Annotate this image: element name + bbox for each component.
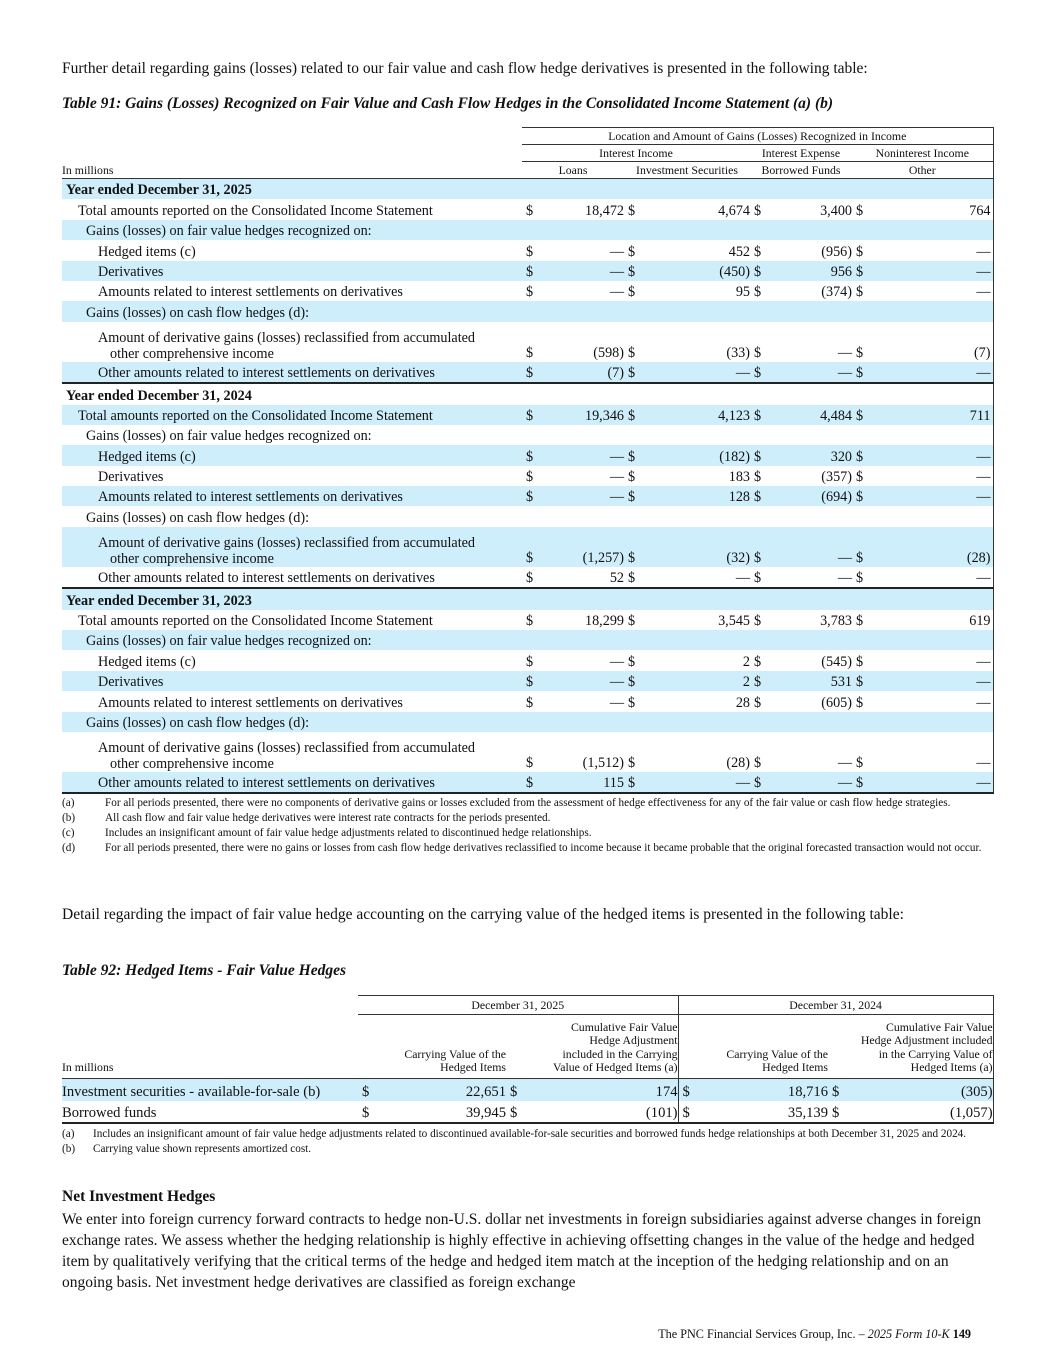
cell-value: — — [644, 772, 750, 793]
header-cumulative-adj-2025: Cumulative Fair Value Hedge Adjustment included in the Carrying Value of Hedged Items (a) — [506, 1015, 678, 1079]
currency-symbol — [624, 301, 644, 321]
cell-value: 711 — [872, 405, 993, 425]
currency-symbol — [750, 220, 770, 240]
cell-value: — — [872, 240, 993, 260]
currency-symbol: $ — [526, 284, 534, 301]
currency-symbol: $ — [624, 362, 644, 383]
row-label: Derivatives — [62, 261, 522, 281]
table-row — [62, 691, 993, 711]
table-row — [62, 362, 993, 383]
footnote-b: (b) All cash flow and fair value hedge derivatives were interest rate contracts for the periods presented. — [62, 812, 551, 824]
currency-symbol: $ — [628, 469, 636, 486]
cell-value — [644, 712, 750, 732]
currency-symbol — [522, 712, 542, 732]
currency-symbol: $ — [750, 405, 770, 425]
table-row — [62, 445, 993, 465]
currency-symbol: $ — [628, 694, 636, 711]
cell-value — [542, 425, 624, 445]
cell-value: (450) — [644, 261, 750, 281]
currency-symbol: $ — [754, 694, 762, 711]
table-row — [62, 567, 993, 588]
row-label: Amounts related to interest settlements on derivatives — [62, 486, 522, 506]
currency-symbol: $ — [750, 261, 770, 281]
cell-value: 3,545 — [718, 613, 750, 630]
cell-value: — — [872, 567, 993, 588]
cell-value: 18,472 — [584, 202, 624, 219]
cell-value — [542, 506, 624, 526]
currency-symbol: $ — [522, 772, 542, 793]
section-year-label: Year ended December 31, 2024 — [62, 383, 872, 404]
currency-symbol: $ — [526, 202, 534, 219]
table-row — [62, 199, 993, 219]
currency-symbol — [852, 630, 872, 650]
currency-symbol: $ — [754, 202, 762, 219]
row-label: Gains (losses) on fair value hedges recognized on: — [62, 630, 522, 650]
cell-value: — — [872, 281, 993, 301]
currency-symbol: $ — [526, 754, 534, 771]
cell-value: 95 — [735, 284, 750, 301]
currency-symbol: $ — [522, 362, 542, 383]
table-subheader-row — [62, 220, 993, 240]
cell-value: — — [542, 445, 624, 465]
table-row — [62, 486, 993, 506]
cell-value: 52 — [609, 570, 624, 587]
cell-value: — — [735, 570, 750, 587]
currency-symbol: $ — [522, 486, 542, 506]
cell-value: — — [542, 261, 624, 281]
currency-symbol — [852, 301, 872, 321]
header-period-2025: December 31, 2025 — [358, 996, 678, 1015]
table-row — [62, 261, 993, 281]
currency-symbol: $ — [624, 405, 644, 425]
table-92-title: Table 92: Hedged Items - Fair Value Hedges — [62, 962, 347, 979]
currency-symbol: $ — [856, 613, 864, 630]
currency-symbol — [522, 220, 542, 240]
currency-symbol: $ — [754, 570, 762, 587]
currency-symbol: $ — [754, 284, 762, 301]
row-label: Amount of derivative gains (losses) reclassified from accumulated other comprehensive income — [98, 329, 476, 362]
currency-symbol: $ — [856, 570, 864, 587]
currency-symbol — [750, 630, 770, 650]
cell-value — [770, 506, 852, 526]
cell-value — [542, 220, 624, 240]
currency-symbol — [750, 301, 770, 321]
header-in-millions: In millions — [62, 162, 522, 179]
section-year-header — [62, 383, 993, 404]
cell-value — [770, 630, 852, 650]
cell-value: — — [542, 671, 624, 691]
row-label: Amounts related to interest settlements on derivatives — [98, 284, 403, 301]
currency-symbol: $ — [624, 772, 644, 793]
cell-value: — — [644, 362, 750, 383]
row-label: Total amounts reported on the Consolidated Income Statement — [78, 613, 433, 630]
cell-value: — — [609, 284, 624, 301]
currency-symbol — [522, 506, 542, 526]
footnote-b: (b) Carrying value shown represents amortized cost. — [62, 1143, 312, 1155]
cell-value: 2 — [644, 671, 750, 691]
row-label: Other amounts related to interest settlements on derivatives — [62, 772, 522, 793]
table-row — [62, 281, 993, 301]
cell-value: (33) — [726, 344, 750, 361]
row-label: Derivatives — [62, 671, 522, 691]
cell-value: — — [770, 362, 852, 383]
intro-paragraph: Further detail regarding gains (losses) related to our fair value and cash flow hedge derivatives is presented in the following table: — [62, 60, 868, 77]
table-row — [62, 466, 993, 486]
header-other: Other — [852, 162, 993, 179]
table-subheader-row — [62, 712, 993, 732]
detail-paragraph: Detail regarding the impact of fair value hedge accounting on the carrying value of the hedged items is presented in the following table: — [62, 906, 904, 923]
net-investment-hedges-paragraph: We enter into foreign currency forward contracts to hedge non-U.S. dollar net investments in foreign subsidiaries against adverse changes in foreign exchange rates. We assess whether the hedging relationship is highly effective in achieving offsetting changes in the value of the hedge and hedged item by qualitatively verifying that the critical terms of the hedge and hedged item match at the inception of the hedging relationship and on an ongoing basis. Net investment hedge derivatives are classified as foreign exchange — [62, 1211, 981, 1291]
cell-value: (7) — [872, 322, 993, 362]
cell-value — [542, 630, 624, 650]
currency-symbol: $ — [852, 527, 872, 567]
table-row — [62, 610, 993, 630]
cell-value — [644, 220, 750, 240]
cell-value: (182) — [644, 445, 750, 465]
cell-value: 956 — [770, 261, 852, 281]
table-subheader-row — [62, 506, 993, 526]
header-in-millions: In millions — [62, 1015, 358, 1079]
currency-symbol — [852, 712, 872, 732]
currency-symbol: $ — [852, 362, 872, 383]
header-period-2024: December 31, 2024 — [678, 996, 993, 1015]
header-interest-expense: Interest Expense — [750, 145, 852, 162]
currency-symbol — [624, 712, 644, 732]
currency-symbol: $ — [624, 486, 644, 506]
currency-symbol: $ — [856, 243, 864, 260]
currency-symbol: $ — [856, 694, 864, 711]
cell-value: — — [770, 772, 852, 793]
cell-value: — — [872, 362, 993, 383]
row-label: Other amounts related to interest settlements on derivatives — [62, 362, 522, 383]
currency-symbol: $ — [628, 284, 636, 301]
cell-value: 4,674 — [718, 202, 750, 219]
row-label: Amounts related to interest settlements on derivatives — [98, 694, 403, 711]
row-label: Amount of derivative gains (losses) reclassified from accumulated other comprehensive income — [98, 739, 476, 772]
header-carrying-value-2024: Carrying Value of the Hedged Items — [678, 1015, 828, 1079]
cell-value: (32) — [644, 527, 750, 567]
cell-value: 531 — [770, 671, 852, 691]
currency-symbol: $ — [526, 613, 534, 630]
footnote-d: (d) For all periods presented, there were no gains or losses from cash flow hedge derivatives reclassified to income because it became probable that the original forecasted transaction would not occur. — [62, 842, 982, 854]
row-label: Gains (losses) on fair value hedges recognized on: — [86, 428, 372, 445]
cell-value — [644, 506, 750, 526]
table-subheader-row — [62, 301, 993, 321]
cell-value: 128 — [644, 486, 750, 506]
header-borrowed-funds: Borrowed Funds — [750, 162, 852, 179]
table-row — [62, 650, 993, 670]
currency-symbol: $ — [856, 202, 864, 219]
footnote-a: (a) Includes an insignificant amount of fair value hedge adjustments related to discontinued available-for-sale securities and borrowed funds hedge relationships at both December 31, 2025 and 2024. — [62, 1128, 967, 1140]
cell-value: — — [872, 445, 993, 465]
page-number: 149 — [952, 1327, 971, 1341]
cell-value — [770, 425, 852, 445]
row-label: Other amounts related to interest settlements on derivatives — [98, 570, 435, 587]
row-label: Derivatives — [98, 469, 164, 486]
cell-value — [872, 220, 993, 240]
footer-form: 2025 Form 10-K — [867, 1327, 950, 1341]
currency-symbol — [624, 506, 644, 526]
table-row — [62, 405, 993, 425]
currency-symbol: $ — [754, 469, 762, 486]
currency-symbol: $ — [856, 344, 864, 361]
currency-symbol: $ — [852, 772, 872, 793]
currency-symbol — [624, 630, 644, 650]
table-subheader-row — [62, 630, 993, 650]
currency-symbol: $ — [856, 284, 864, 301]
row-label: Gains (losses) on cash flow hedges (d): — [62, 712, 522, 732]
cell-value: — — [872, 671, 993, 691]
cell-value: — — [609, 469, 624, 486]
header-interest-income: Interest Income — [522, 145, 750, 162]
header-location-amount: Location and Amount of Gains (Losses) Recognized in Income — [522, 128, 993, 145]
currency-symbol: $ — [624, 671, 644, 691]
cell-value: — — [837, 344, 852, 361]
row-label: Gains (losses) on cash flow hedges (d): — [62, 301, 522, 321]
header-investment-securities: Investment Securities — [624, 162, 750, 179]
table-row — [62, 240, 993, 260]
currency-symbol — [624, 220, 644, 240]
cell-value: 4,123 — [644, 405, 750, 425]
table-row — [62, 527, 993, 567]
currency-symbol: $ — [750, 445, 770, 465]
header-noninterest-income: Noninterest Income — [852, 145, 993, 162]
currency-symbol: $ — [628, 570, 636, 587]
row-label: Borrowed funds — [62, 1101, 358, 1124]
section-year-header — [62, 179, 993, 200]
row-label: Hedged items (c) — [98, 653, 196, 670]
cell-value: 3,400 — [820, 202, 852, 219]
cell-value — [872, 425, 993, 445]
currency-symbol — [852, 220, 872, 240]
cell-value — [644, 301, 750, 321]
cell-value: (1,512) — [582, 754, 624, 771]
currency-symbol: $ — [750, 486, 770, 506]
header-row-periods — [62, 996, 993, 1015]
table-row — [62, 671, 993, 691]
cell-value: (545) — [821, 653, 852, 670]
header-row-columns — [62, 162, 993, 179]
currency-symbol — [624, 425, 644, 445]
cell-value: 764 — [872, 199, 993, 219]
currency-symbol — [852, 506, 872, 526]
cell-value: 2 — [742, 653, 750, 670]
currency-symbol: $ — [628, 754, 636, 771]
currency-symbol: $ — [624, 261, 644, 281]
currency-symbol: $ — [624, 445, 644, 465]
currency-symbol: $ — [754, 243, 762, 260]
currency-symbol: $ — [624, 527, 644, 567]
table-92-footnotes — [62, 1127, 993, 1157]
currency-symbol: $ — [522, 671, 542, 691]
cell-value: 183 — [728, 469, 750, 486]
page-footer — [658, 1327, 971, 1342]
row-label: Total amounts reported on the Consolidated Income Statement — [62, 405, 522, 425]
cell-value — [644, 630, 750, 650]
currency-symbol: $ — [750, 527, 770, 567]
currency-symbol: $ — [852, 405, 872, 425]
cell-value — [542, 712, 624, 732]
currency-symbol: $ — [852, 486, 872, 506]
table-row — [62, 732, 993, 772]
currency-symbol: $ — [754, 344, 762, 361]
currency-symbol: $ — [856, 653, 864, 670]
currency-symbol: $ — [522, 527, 542, 567]
currency-symbol — [750, 425, 770, 445]
currency-symbol — [750, 712, 770, 732]
currency-symbol: $ — [628, 202, 636, 219]
currency-symbol: $ — [754, 653, 762, 670]
row-label: Hedged items (c) — [98, 243, 196, 260]
cell-value: (28) — [726, 754, 750, 771]
currency-symbol: $ — [852, 261, 872, 281]
cell-value: — — [872, 772, 993, 793]
cell-value: — — [770, 527, 852, 567]
cell-value: (357) — [821, 469, 852, 486]
currency-symbol: $ — [526, 469, 534, 486]
cell-value: — — [872, 732, 993, 772]
table-row: Borrowed funds $ 39,945 $ (101) $ 35,139 $ (1,057) — [62, 1101, 993, 1124]
cell-value: — — [609, 694, 624, 711]
cell-value — [644, 425, 750, 445]
section-year-label: Year ended December 31, 2023 — [62, 588, 872, 609]
header-row-span — [62, 128, 993, 145]
currency-symbol: $ — [754, 754, 762, 771]
footnote-a: (a) For all periods presented, there were no components of derivative gains or losses excluded from the assessment of hedge effectiveness for any of the fair value or cash flow hedge strategies. — [62, 797, 951, 809]
row-label: Amount of derivative gains (losses) reclassified from accumulated other comprehensive income — [62, 527, 522, 567]
header-row-groups — [62, 145, 993, 162]
cell-value — [872, 712, 993, 732]
cell-value: (7) — [542, 362, 624, 383]
cell-value: (1,257) — [542, 527, 624, 567]
cell-value: — — [837, 570, 852, 587]
net-investment-hedges-heading: Net Investment Hedges — [62, 1188, 216, 1205]
table-row: Investment securities - available-for-sale (b) $ 22,651 $ 174 $ 18,716 $ (305) — [62, 1079, 993, 1101]
currency-symbol: $ — [522, 261, 542, 281]
footer-company: The PNC Financial Services Group, Inc. – — [658, 1327, 865, 1341]
table-row — [62, 772, 993, 793]
currency-symbol: $ — [856, 469, 864, 486]
table-subheader-row — [62, 425, 993, 445]
currency-symbol: $ — [852, 671, 872, 691]
cell-value — [872, 506, 993, 526]
table-91 — [62, 127, 994, 794]
currency-symbol: $ — [628, 613, 636, 630]
currency-symbol: $ — [522, 405, 542, 425]
cell-value: — — [872, 486, 993, 506]
currency-symbol — [522, 301, 542, 321]
cell-value: 28 — [735, 694, 750, 711]
currency-symbol: $ — [852, 445, 872, 465]
currency-symbol: $ — [750, 772, 770, 793]
currency-symbol: $ — [522, 445, 542, 465]
cell-value: — — [542, 486, 624, 506]
cell-value: (605) — [821, 694, 852, 711]
currency-symbol — [522, 425, 542, 445]
currency-symbol: $ — [754, 613, 762, 630]
currency-symbol: $ — [628, 653, 636, 670]
currency-symbol — [750, 506, 770, 526]
cell-value: (28) — [872, 527, 993, 567]
currency-symbol: $ — [526, 694, 534, 711]
cell-value: 115 — [542, 772, 624, 793]
currency-symbol — [852, 425, 872, 445]
cell-value: 452 — [728, 243, 750, 260]
cell-value: — — [872, 650, 993, 670]
table-91-title: Table 91: Gains (Losses) Recognized on Fair Value and Cash Flow Hedges in the Consolidated Income Statement (a) (b) — [62, 95, 834, 112]
cell-value: (374) — [821, 284, 852, 301]
header-loans: Loans — [522, 162, 624, 179]
cell-value: — — [837, 754, 852, 771]
cell-value: — — [609, 653, 624, 670]
currency-symbol: $ — [856, 754, 864, 771]
cell-value: 320 — [770, 445, 852, 465]
table-92 — [62, 995, 994, 1124]
cell-value: 18,299 — [584, 613, 624, 630]
cell-value: — — [609, 243, 624, 260]
table-91-footnotes — [62, 796, 993, 856]
cell-value: (598) — [593, 344, 624, 361]
row-label: Investment securities - available-for-sale (b) — [62, 1079, 358, 1101]
currency-symbol: $ — [628, 344, 636, 361]
cell-value: — — [872, 466, 993, 486]
row-label: Total amounts reported on the Consolidated Income Statement — [78, 202, 433, 219]
section-year-label: Year ended December 31, 2025 — [62, 179, 872, 200]
row-label: Hedged items (c) — [62, 445, 522, 465]
row-label: Gains (losses) on cash flow hedges (d): — [86, 509, 310, 526]
cell-value — [872, 630, 993, 650]
cell-value: — — [872, 691, 993, 711]
currency-symbol: $ — [526, 570, 534, 587]
currency-symbol: $ — [750, 362, 770, 383]
section-year-header — [62, 588, 993, 609]
currency-symbol: $ — [628, 243, 636, 260]
currency-symbol: $ — [750, 671, 770, 691]
cell-value: 3,783 — [820, 613, 852, 630]
currency-symbol: $ — [526, 344, 534, 361]
header-carrying-value-2025: Carrying Value of the Hedged Items — [358, 1015, 506, 1079]
cell-value — [770, 712, 852, 732]
cell-value: (694) — [770, 486, 852, 506]
cell-value: (956) — [821, 243, 852, 260]
currency-symbol — [522, 630, 542, 650]
cell-value: 619 — [872, 610, 993, 630]
cell-value — [542, 301, 624, 321]
cell-value — [770, 220, 852, 240]
currency-symbol: $ — [526, 243, 534, 260]
table-row — [62, 322, 993, 362]
cell-value: — — [872, 261, 993, 281]
header-row-columns — [62, 1015, 993, 1079]
cell-value — [770, 301, 852, 321]
currency-symbol: $ — [526, 653, 534, 670]
footnote-c: (c) Includes an insignificant amount of fair value hedge adjustments related to discontinued hedge relationships. — [62, 827, 592, 839]
header-cumulative-adj-2024: Cumulative Fair Value Hedge Adjustment included in the Carrying Value of Hedged Items (a) — [828, 1015, 993, 1079]
cell-value: 19,346 — [542, 405, 624, 425]
cell-value: 4,484 — [770, 405, 852, 425]
row-label: Gains (losses) on fair value hedges recognized on: — [62, 220, 522, 240]
cell-value — [872, 301, 993, 321]
